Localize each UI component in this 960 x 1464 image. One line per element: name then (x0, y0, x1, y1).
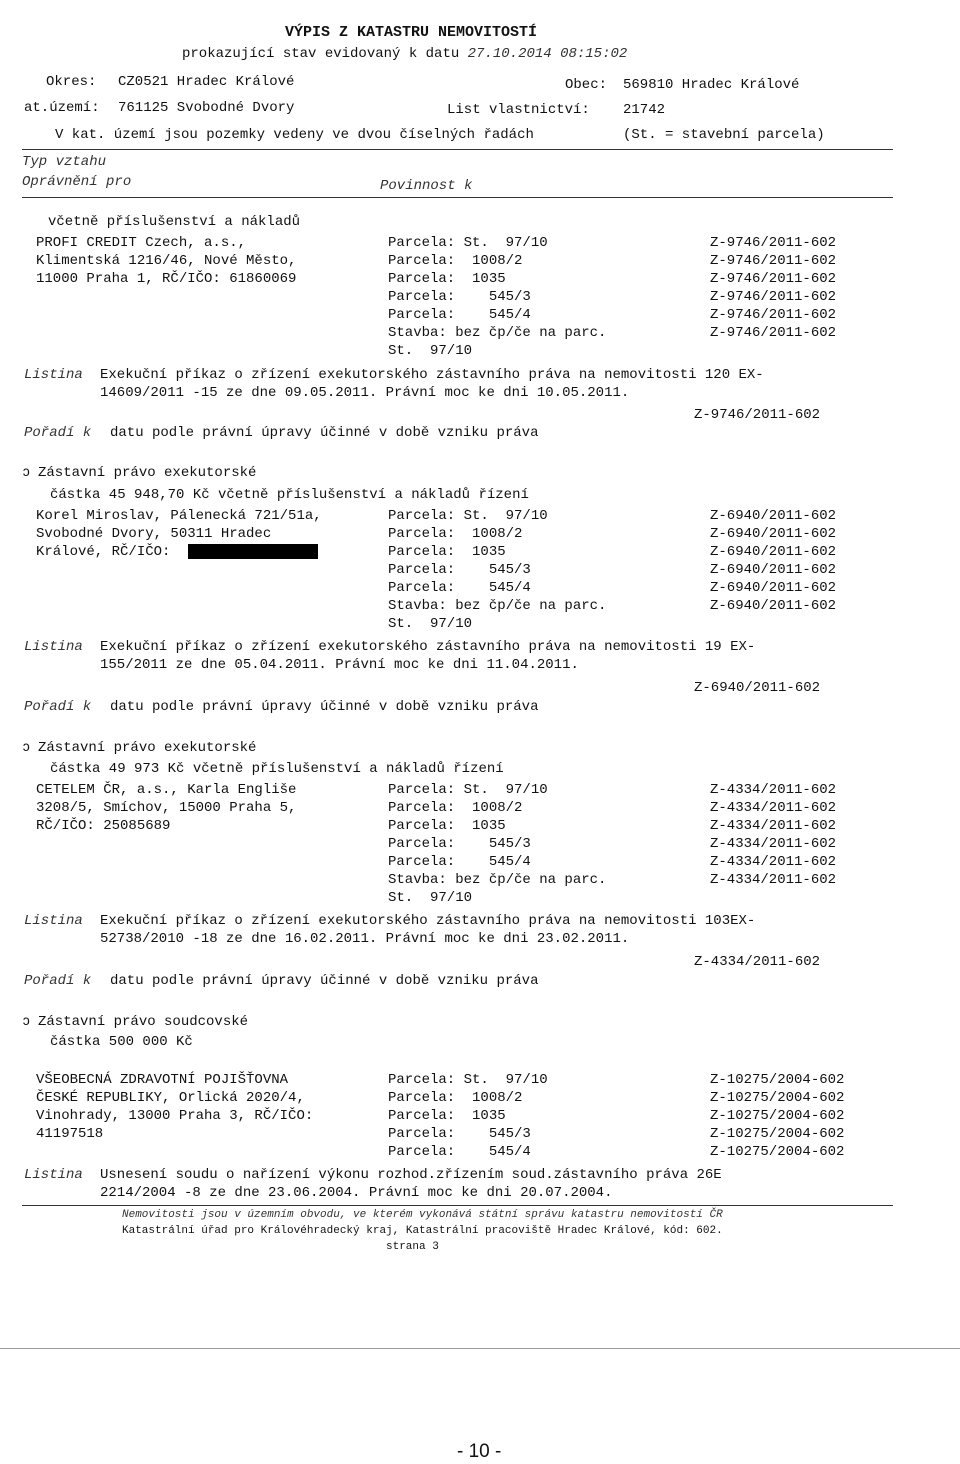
document-title: VÝPIS Z KATASTRU NEMOVITOSTÍ (285, 24, 538, 41)
uzemi-label: at.území: (24, 100, 100, 116)
entry-2-listina-line: Exekuční příkaz o zřízení exekutorského zástavního práva na nemovitosti 19 EX- (100, 639, 756, 655)
entry-4-bullet: ↄ (22, 1014, 31, 1030)
entry-4-code: Z-10275/2004-602 (710, 1072, 845, 1088)
entry-3-listina-line: 52738/2010 -18 ze dne 16.02.2011. Právní moc ke dni 23.02.2011. (100, 931, 630, 947)
subtitle-date: 27.10.2014 08:15:02 (467, 46, 628, 62)
entry-3-poradi-label: Pořadí k (24, 973, 92, 989)
entry-3-poradi-text: datu podle právní úpravy účinné v době vzniku práva (110, 973, 539, 989)
entry-4-code: Z-10275/2004-602 (710, 1126, 845, 1142)
entry-3-parcel: Parcela: St. 97/10 (388, 782, 548, 798)
entry-1-description: včetně příslušenství a nákladů (48, 214, 301, 230)
entry-3-code: Z-4334/2011-602 (710, 818, 837, 834)
entry-3-listina-label: Listina (24, 913, 83, 929)
footer-line: Katastrální úřad pro Královéhradecký kraj, Katastrální pracoviště Hradec Králové, kód: 602. (122, 1225, 723, 1237)
columns-rule (22, 197, 893, 198)
entry-4-creditor-line: Vinohrady, 13000 Praha 3, RČ/IČO: (36, 1108, 314, 1124)
obec-value: 569810 Hradec Králové (623, 77, 800, 93)
entry-2-title: Zástavní právo exekutorské (38, 465, 257, 481)
entry-3-parcel: Stavba: bez čp/če na parc. (388, 872, 607, 888)
entry-1-code: Z-9746/2011-602 (710, 253, 837, 269)
entry-1-parcel: Parcela: 1008/2 (388, 253, 523, 269)
entry-2-code: Z-6940/2011-602 (710, 508, 837, 524)
entry-4-parcel: Parcela: 1008/2 (388, 1090, 523, 1106)
subtitle-prefix: prokazující stav evidovaný k datu (182, 46, 460, 62)
entry-1-creditor-line: PROFI CREDIT Czech, a.s., (36, 235, 247, 251)
footer-page-label: strana 3 (386, 1241, 439, 1253)
obec-label: Obec: (565, 77, 608, 93)
entry-2-bullet: ↄ (22, 465, 31, 481)
entry-1-poradi-text: datu podle právní úpravy účinné v době vzniku práva (110, 425, 539, 441)
entry-4-parcel: Parcela: St. 97/10 (388, 1072, 548, 1088)
entry-4-parcel: Parcela: 1035 (388, 1108, 506, 1124)
entry-3-listina-line: Exekuční příkaz o zřízení exekutorského zástavního práva na nemovitosti 103EX- (100, 913, 756, 929)
entry-2-creditor-line: Svobodné Dvory, 50311 Hradec (36, 526, 272, 542)
column-povinnost: Povinnost k (380, 178, 473, 194)
header-rule (22, 149, 893, 150)
entry-3-creditor-line: 3208/5, Smíchov, 15000 Praha 5, (36, 800, 297, 816)
entry-2-listina-line: 155/2011 ze dne 05.04.2011. Právní moc ke dni 11.04.2011. (100, 657, 579, 673)
entry-2-creditor-line: Korel Miroslav, Pálenecká 721/51a, (36, 508, 322, 524)
entry-2-listina-label: Listina (24, 639, 83, 655)
entry-3-parcel: St. 97/10 (388, 890, 473, 906)
entry-1-code: Z-9746/2011-602 (710, 307, 837, 323)
scan-edge-rule (0, 1348, 960, 1349)
entry-4-code: Z-10275/2004-602 (710, 1108, 845, 1124)
entry-1-parcel: Stavba: bez čp/če na parc. (388, 325, 607, 341)
entry-4-creditor-line: VŠEOBECNÁ ZDRAVOTNÍ POJIŠŤOVNA (36, 1072, 289, 1088)
entry-1-parcel: Parcela: 1035 (388, 271, 506, 287)
lv-value: 21742 (623, 102, 666, 118)
entry-3-parcel: Parcela: 1008/2 (388, 800, 523, 816)
entry-4-listina-label: Listina (24, 1167, 83, 1183)
entry-3-creditor-line: RČ/IČO: 25085689 (36, 818, 171, 834)
entry-3-code: Z-4334/2011-602 (710, 800, 837, 816)
rady-text: V kat. území jsou pozemky vedeny ve dvou číselných řadách (55, 127, 534, 143)
entry-4-creditor-line: ČESKÉ REPUBLIKY, Orlická 2020/4, (36, 1090, 305, 1106)
entry-1-code: Z-9746/2011-602 (710, 235, 837, 251)
entry-1-poradi-label: Pořadí k (24, 425, 92, 441)
entry-4-title: Zástavní právo soudcovské (38, 1014, 249, 1030)
entry-2-creditor-line: Králové, RČ/IČO: (36, 544, 171, 560)
entry-4-parcel: Parcela: 545/4 (388, 1144, 531, 1160)
page-number: - 10 - (457, 1441, 502, 1462)
entry-1-parcel: Parcela: St. 97/10 (388, 235, 548, 251)
entry-2-code: Z-6940/2011-602 (710, 544, 837, 560)
okres-label: Okres: (46, 74, 97, 90)
okres-value: CZ0521 Hradec Králové (118, 74, 295, 90)
entry-3-bullet: ↄ (22, 740, 31, 756)
entry-2-listina-code: Z-6940/2011-602 (694, 680, 821, 696)
rady-note: (St. = stavební parcela) (623, 127, 825, 143)
entry-4-amount: částka 500 000 Kč (50, 1034, 193, 1050)
entry-1-parcel: Parcela: 545/3 (388, 289, 531, 305)
entry-3-amount: částka 49 973 Kč včetně příslušenství a nákladů řízení (50, 761, 504, 777)
entry-1-code: Z-9746/2011-602 (710, 289, 837, 305)
entry-3-parcel: Parcela: 545/3 (388, 836, 531, 852)
entry-1-parcel: Parcela: 545/4 (388, 307, 531, 323)
entry-3-code: Z-4334/2011-602 (710, 854, 837, 870)
entry-2-parcel: Parcela: 545/4 (388, 580, 531, 596)
uzemi-value: 761125 Svobodné Dvory (118, 100, 295, 116)
entry-4-creditor-line: 41197518 (36, 1126, 104, 1142)
column-typ: Typ vztahu (22, 154, 107, 170)
entry-2-parcel: Parcela: 1008/2 (388, 526, 523, 542)
entry-2-amount: částka 45 948,70 Kč včetně příslušenství a nákladů řízení (50, 487, 529, 503)
entry-1-code: Z-9746/2011-602 (710, 271, 837, 287)
entry-1-listina-line: 14609/2011 -15 ze dne 09.05.2011. Právní moc ke dni 10.05.2011. (100, 385, 630, 401)
entry-3-creditor-line: CETELEM ČR, a.s., Karla Engliše (36, 782, 297, 798)
entry-1-creditor-line: Klimentská 1216/46, Nové Město, (36, 253, 297, 269)
entry-1-listina-label: Listina (24, 367, 83, 383)
entry-4-code: Z-10275/2004-602 (710, 1144, 845, 1160)
entry-2-code: Z-6940/2011-602 (710, 580, 837, 596)
subtitle (182, 45, 627, 63)
entry-1-parcel: St. 97/10 (388, 343, 473, 359)
column-opravneni: Oprávnění pro (22, 174, 132, 190)
entry-3-code: Z-4334/2011-602 (710, 836, 837, 852)
entry-2-parcel: Parcela: St. 97/10 (388, 508, 548, 524)
footer-rule (22, 1205, 893, 1206)
entry-3-listina-code: Z-4334/2011-602 (694, 954, 821, 970)
entry-2-code: Z-6940/2011-602 (710, 526, 837, 542)
redaction-bar (188, 544, 318, 559)
entry-3-parcel: Parcela: 545/4 (388, 854, 531, 870)
lv-label: List vlastnictví: (447, 102, 590, 118)
entry-4-listina-line: Usnesení soudu o nařízení výkonu rozhod.zřízením soud.zástavního práva 26E (100, 1167, 722, 1183)
entry-2-poradi-label: Pořadí k (24, 699, 92, 715)
entry-2-code: Z-6940/2011-602 (710, 598, 837, 614)
entry-4-code: Z-10275/2004-602 (710, 1090, 845, 1106)
entry-2-parcel: St. 97/10 (388, 616, 473, 632)
entry-3-code: Z-4334/2011-602 (710, 782, 837, 798)
entry-3-code: Z-4334/2011-602 (710, 872, 837, 888)
entry-3-parcel: Parcela: 1035 (388, 818, 506, 834)
entry-4-parcel: Parcela: 545/3 (388, 1126, 531, 1142)
entry-2-parcel: Stavba: bez čp/če na parc. (388, 598, 607, 614)
entry-1-creditor-line: 11000 Praha 1, RČ/IČO: 61860069 (36, 271, 297, 287)
entry-1-listina-code: Z-9746/2011-602 (694, 407, 821, 423)
footer-line: Nemovitosti jsou v územním obvodu, ve kterém vykonává státní správu katastru nemovitostí ČR (122, 1209, 723, 1221)
entry-4-listina-line: 2214/2004 -8 ze dne 23.06.2004. Právní moc ke dni 20.07.2004. (100, 1185, 613, 1201)
entry-1-listina-line: Exekuční příkaz o zřízení exekutorského zástavního práva na nemovitosti 120 EX- (100, 367, 764, 383)
entry-3-title: Zástavní právo exekutorské (38, 740, 257, 756)
entry-2-poradi-text: datu podle právní úpravy účinné v době vzniku práva (110, 699, 539, 715)
entry-2-parcel: Parcela: 545/3 (388, 562, 531, 578)
entry-1-code: Z-9746/2011-602 (710, 325, 837, 341)
entry-2-parcel: Parcela: 1035 (388, 544, 506, 560)
entry-2-code: Z-6940/2011-602 (710, 562, 837, 578)
